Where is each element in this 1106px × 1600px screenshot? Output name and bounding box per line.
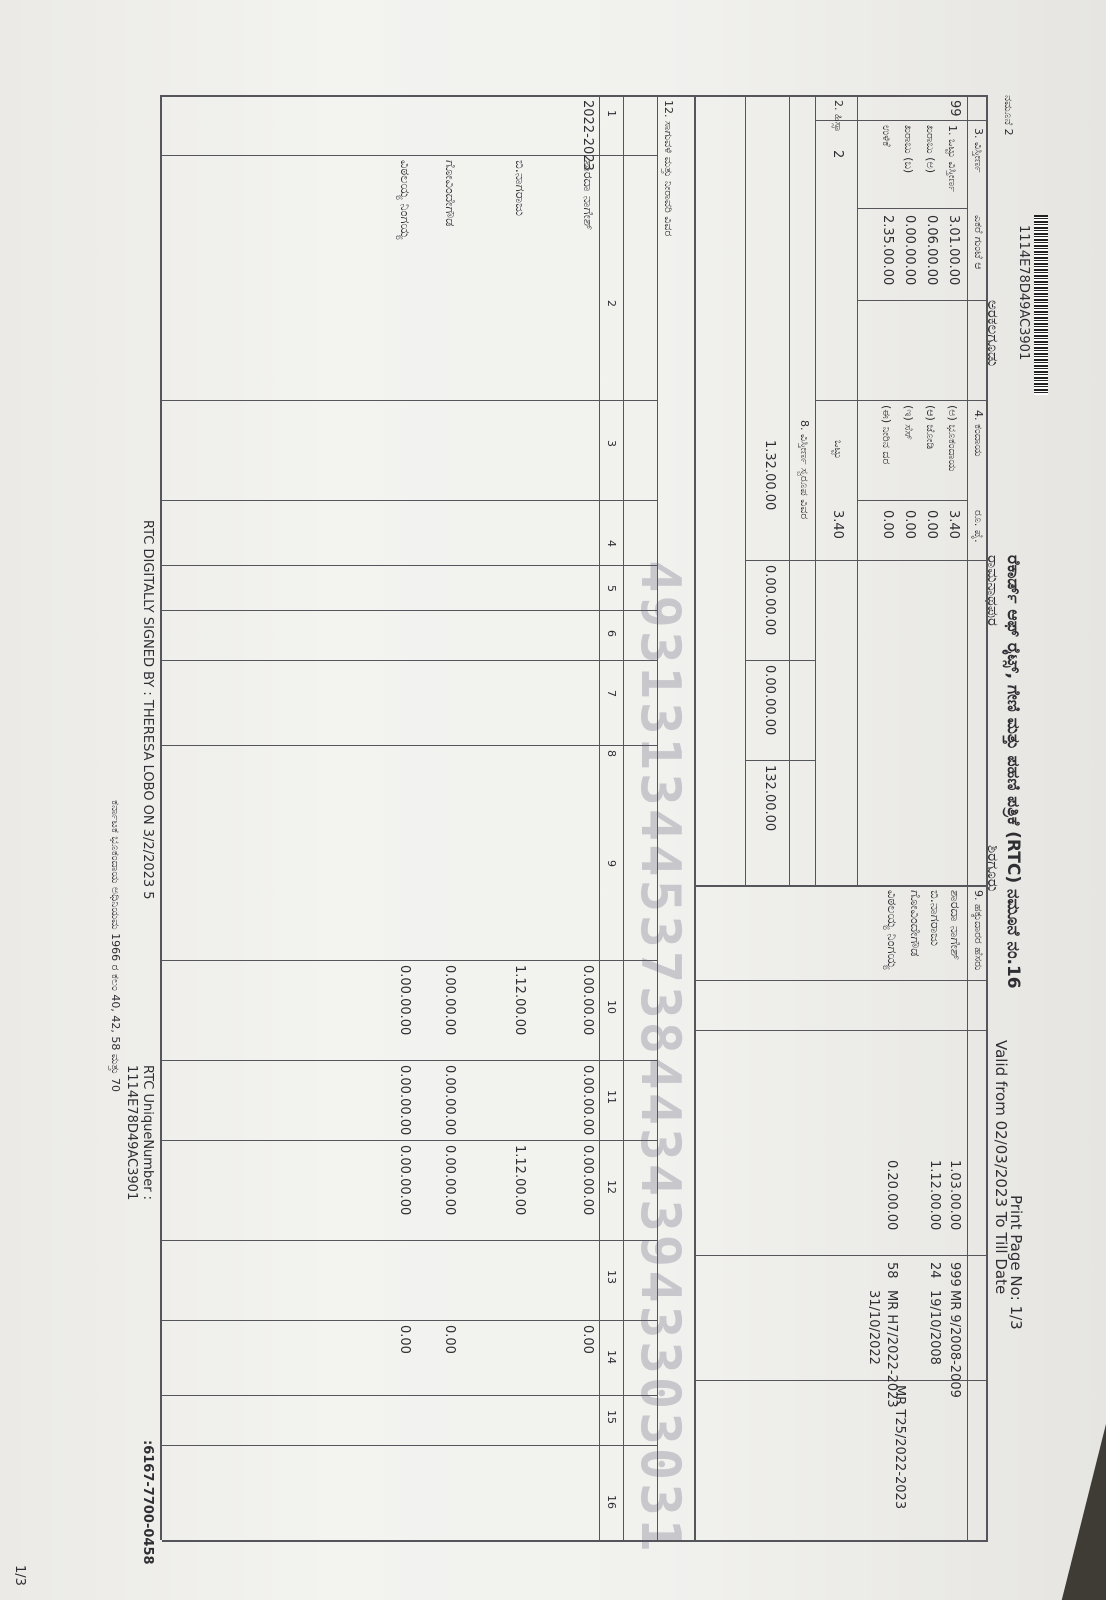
- page-number: 1/3: [12, 1565, 27, 1586]
- owner-name: ಗೋವಿಂದೇಗೌಡ: [907, 890, 922, 957]
- legal-note: ಕರ್ನಾಟಕ ಭೂಕಂದಾಯ ಅಧಿನಿಯಮ 1966 ರ ಕಲಂ 40, 42, 58 ಮತ್ತು 70: [109, 800, 122, 1093]
- rule: [162, 565, 658, 566]
- crop-value: 0.00.00.00: [580, 1145, 595, 1216]
- rule: [696, 980, 988, 981]
- crop-value: 0.00: [580, 1325, 595, 1354]
- crop-value: 0.00.00.00: [442, 1065, 457, 1136]
- rule: [696, 885, 988, 887]
- watermark-number: 4931313445373844343943303031: [629, 560, 692, 1555]
- hissa-label: 2. ಹಿಸ್ಸಾ: [832, 100, 845, 133]
- column-number: 2: [605, 300, 618, 307]
- rule: [746, 560, 988, 561]
- crop-value: 0.00.00.00: [442, 965, 457, 1036]
- column-number: 1: [605, 110, 618, 117]
- rule: [162, 960, 658, 961]
- column-number: 10: [605, 1000, 618, 1014]
- crop-value: 0.00: [397, 1325, 412, 1354]
- revenue-value: 0.00: [880, 510, 895, 539]
- section8-heading: 8. ವಿಸ್ತೀರ್ಣ ಸ್ವರೂಪ ವಿವರ: [798, 420, 811, 520]
- survey-number: 99: [947, 100, 962, 117]
- section12-heading: 12. ಸಾಗುವಳಿ ಮತ್ತು ನೀರಾವರಿ ವಿವರ: [662, 100, 675, 237]
- section3-heading: 3. ವಿಸ್ತೀರ್ಣ: [972, 128, 985, 173]
- crop-year: 2022-2023: [580, 100, 595, 171]
- crop-value: 0.00.00.00: [397, 965, 412, 1036]
- rule: [162, 400, 658, 401]
- area-label: ಖರಾಬು (ಬ): [902, 125, 915, 174]
- owner-name: ವಿಠಲಯ್ಯ ನಿಂಗಯ್ಯ: [884, 890, 899, 970]
- revenue-label: (ಇ) ಸೆಸ್: [902, 405, 915, 440]
- revenue-total-label: ಒಟ್ಟು: [832, 440, 845, 459]
- section8-value: 0.00.00.00: [762, 565, 777, 636]
- owner-khata: 999: [947, 1262, 962, 1287]
- column-number: 5: [605, 585, 618, 592]
- crop-value: 1.12.00.00: [512, 965, 527, 1036]
- rule: [746, 760, 816, 761]
- rtc-title: ರೆಕಾರ್ಡ್ ಆಫ್ ರೈಟ್ಸ್, ಗೇಣಿ ಮತ್ತು ಪಹಣಿ ಪತ್ರಿಕೆ (RTC) ನಮೂನೆ ನಂ.16: [1003, 555, 1023, 989]
- area-label: ಉಳಿಕೆ: [880, 125, 893, 147]
- owner-extent: 1.03.00.00: [947, 1160, 962, 1231]
- crop-value: 0.00.00.00: [442, 1145, 457, 1216]
- valid-range: Valid from 02/03/2023 To Till Date: [992, 1040, 1010, 1295]
- owner-mr: MR H7/2022-2023: [884, 1290, 899, 1408]
- revenue-label: (ಅ) ಭೂಕಂದಾಯ: [946, 405, 959, 472]
- area-value: 0.06.00.00: [924, 215, 939, 286]
- column-number: 13: [605, 1270, 618, 1284]
- crop-owner-name: ಬಿ.ನಾಗರಾಜು: [512, 160, 527, 217]
- rule: [967, 95, 968, 1540]
- table-border-top: [986, 95, 988, 1540]
- rule: [162, 1060, 658, 1061]
- rule: [162, 610, 658, 611]
- revenue-total-value: 3.40: [830, 510, 845, 539]
- owner-mr: MR 9/2008-2009: [947, 1290, 962, 1398]
- column-number: 9: [605, 860, 618, 867]
- rule: [815, 95, 816, 885]
- section8-value: 1.32.00.00: [762, 440, 777, 511]
- owner-extent: 1.12.00.00: [927, 1160, 942, 1231]
- crop-value: 0.00.00.00: [397, 1065, 412, 1136]
- table-border-right: [162, 1540, 988, 1542]
- print-page: Print Page No: 1/3: [1007, 1195, 1025, 1330]
- digital-signature: RTC DIGITALLY SIGNED BY : THERESA LOBO ON 3/2/2023 5: [140, 520, 155, 900]
- rule: [162, 660, 658, 661]
- column-number: 11: [605, 1090, 618, 1104]
- owner-name: ಶಾರದಾ ನಾಗೇಶ್: [947, 890, 962, 961]
- column-number: 15: [605, 1410, 618, 1424]
- rule: [816, 400, 988, 401]
- revenue-value: 3.40: [946, 510, 961, 539]
- rule: [162, 745, 658, 746]
- rule: [789, 95, 790, 885]
- owner-khata: 24: [927, 1262, 942, 1279]
- column-number: 14: [605, 1350, 618, 1364]
- column-number: 7: [605, 690, 618, 697]
- rule: [696, 1030, 988, 1031]
- rule: [858, 500, 968, 501]
- section8-value: 0.00.00.00: [762, 665, 777, 736]
- owner-extent: 0.20.00.00: [884, 1160, 899, 1231]
- rule: [857, 95, 858, 885]
- rule: [858, 208, 968, 209]
- section4-units: ರೂ. ಪೈ.: [972, 510, 985, 543]
- owner-mr: 19/10/2008: [927, 1290, 942, 1365]
- area-label: 1. ಒಟ್ಟು ವಿಸ್ತೀರ್ಣ: [946, 125, 959, 192]
- revenue-value: 0.00: [924, 510, 939, 539]
- barcode-text: 1114E78D49AC3901: [1016, 225, 1031, 361]
- crop-owner-name: ಗೋವಿಂದೇಗೌಡ: [442, 160, 457, 227]
- rule: [746, 660, 816, 661]
- column-number: 16: [605, 1495, 618, 1509]
- crop-value: 1.12.00.00: [512, 1145, 527, 1216]
- mobile-number: :6167-7700-0458: [140, 1440, 155, 1565]
- taluk-value: ರಾಮನಾಥಪುರ: [984, 555, 1002, 626]
- table-border-bottom: [160, 95, 162, 1540]
- column-number: 8: [605, 750, 618, 757]
- barcode-image: [1034, 215, 1048, 395]
- revenue-label: (ಈ) ನೀರಿನ ದರ: [880, 405, 893, 465]
- village-value: ಶಿರಗೂರು: [984, 845, 1002, 892]
- unique-number-value: 1114E78D49AC3901: [124, 1065, 139, 1201]
- rule: [694, 95, 696, 1540]
- section8-value: 132.00.00: [762, 765, 777, 832]
- rule: [162, 1445, 658, 1446]
- crop-value: 0.00.00.00: [580, 1065, 595, 1136]
- rule: [162, 1320, 658, 1321]
- hissa-value: 2: [830, 150, 845, 159]
- hobli-value: ಅರಕಲಗೂಡು: [984, 300, 1002, 367]
- rule: [162, 1395, 658, 1396]
- area-label: ಖರಾಬು (ಅ): [924, 125, 937, 173]
- rule: [623, 95, 624, 1540]
- rule: [162, 1140, 658, 1141]
- unique-number-label: RTC UniqueNumber :: [140, 1065, 155, 1201]
- mr-remark: MR T25/2022-2023: [892, 1385, 907, 1510]
- owner-name: ಬಿ.ನಾಗರಾಜು: [927, 890, 942, 947]
- column-number: 12: [605, 1180, 618, 1194]
- rule: [858, 300, 988, 301]
- crop-value: 0.00.00.00: [397, 1145, 412, 1216]
- revenue-label: (ಆ) ಜೋಡಿ: [924, 405, 937, 450]
- form-label: ನಮೂನೆ 2: [1002, 95, 1015, 136]
- table-border-left: [162, 95, 988, 97]
- rule: [162, 1240, 658, 1241]
- area-value: 3.01.00.00: [946, 215, 961, 286]
- section4-heading: 4. ಕಂದಾಯ: [972, 410, 985, 457]
- column-number: 4: [605, 540, 618, 547]
- rule: [162, 500, 658, 501]
- crop-owner-name: ವಿಠಲಯ್ಯ ನಿಂಗಯ್ಯ: [397, 160, 412, 240]
- crop-owner-name: ಶಾರದಾ ನಾಗೇಶ್: [580, 160, 595, 231]
- crop-value: 0.00: [442, 1325, 457, 1354]
- column-number: 6: [605, 630, 618, 637]
- section3-units: ಎಕರೆ ಗುಂಟೆ ಆ: [972, 215, 985, 270]
- area-value: 2.35.00.00: [880, 215, 895, 286]
- rule: [745, 95, 746, 885]
- owner-mr-date: 31/10/2022: [866, 1290, 881, 1365]
- owner-khata: 58: [884, 1262, 899, 1279]
- column-number: 3: [605, 440, 618, 447]
- area-value: 0.00.00.00: [902, 215, 917, 286]
- rule: [696, 1380, 988, 1381]
- rule: [696, 1255, 988, 1256]
- owners-heading: 9. ಹಕ್ಕುದಾರರ ಹೆಸರು: [972, 890, 985, 971]
- revenue-value: 0.00: [902, 510, 917, 539]
- crop-value: 0.00.00.00: [580, 965, 595, 1036]
- rule: [599, 95, 600, 1540]
